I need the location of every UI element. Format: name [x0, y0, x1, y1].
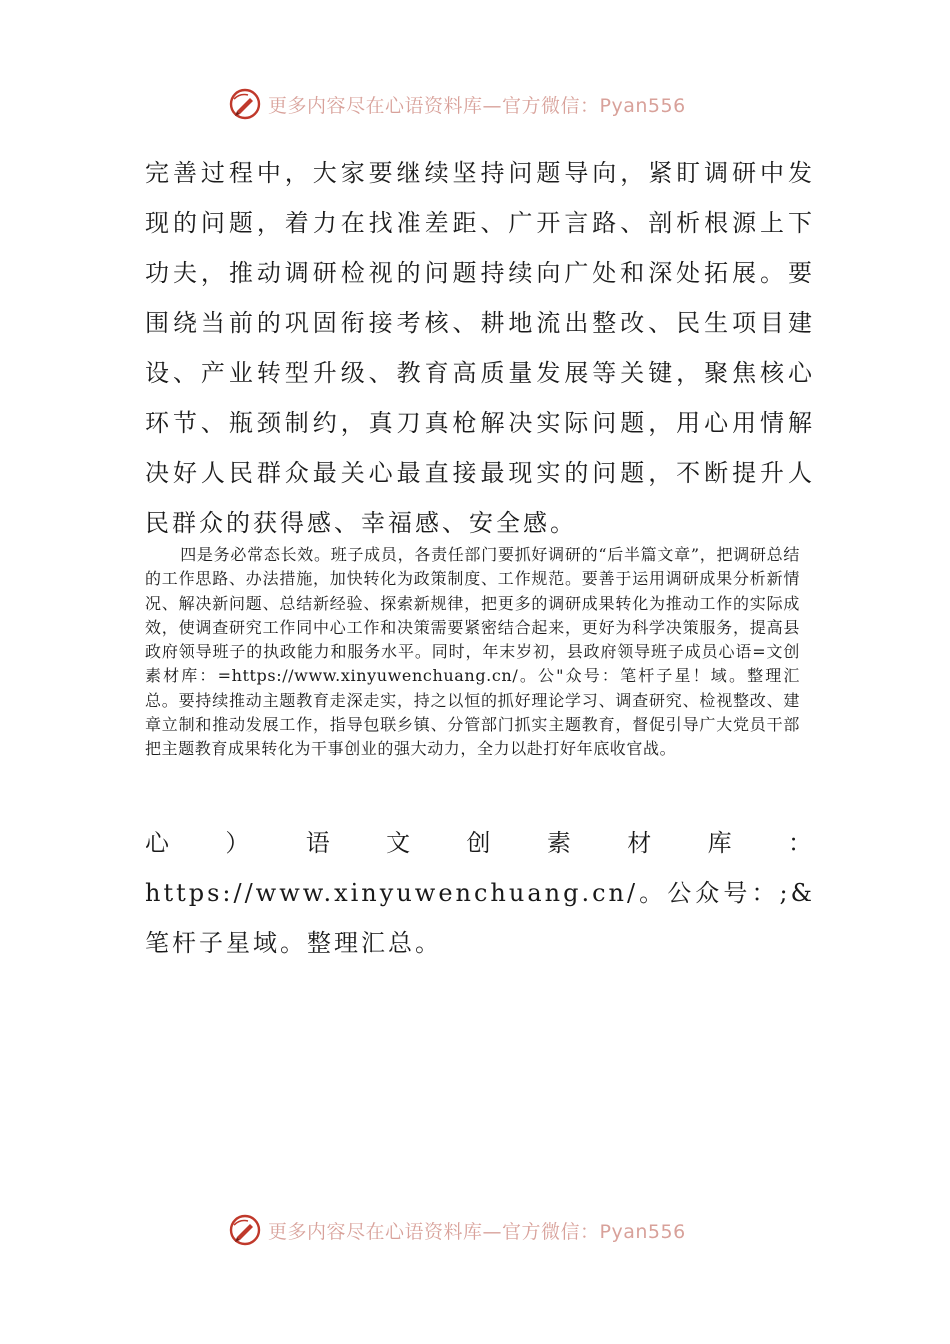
header-banner-text: 更多内容尽在心语资料库—官方微信：Pyan556 [268, 94, 686, 117]
footer-banner [228, 1210, 686, 1250]
footer-banner-text: 更多内容尽在心语资料库—官方微信：Pyan556 [268, 1220, 686, 1243]
pen-logo-icon [228, 1213, 262, 1247]
body-paragraph-3: 心）语文创素材库：https://www.xinyuwenchuang.cn/。公众号：;&笔杆子星域。整理汇总。 [145, 829, 815, 957]
pen-logo-icon [228, 87, 262, 121]
body-paragraph-2: 四是务必常态长效。班子成员，各责任部门要抓好调研的“后半篇文章”，把调研总结的工作思路、办法措施，加快转化为政策制度、工作规范。要善于运用调研成果分析新情况、解决新问题、总结新经验、探索新规律，把更多的调研成果转化为推动工作的实际成效，使调查研究工作同中心工作和决策需要紧密结合起来，更好为科学决策服务，提高县政府领导班子的执政能力和服务水平。同时，年末岁初，县政府领导班子成员心语=文创素材库：=https://www.xinyuwenchuang.cn/。公"众号：笔杆子星！域。整理汇总。要持续推动主题教育走深走实，持之以恒的抓好理论学习、调查研究、检视整改、建章立制和推动发展工作，指导包联乡镇、分管部门抓实主题教育，督促引导广大党员干部把主题教育成果转化为干事创业的强大动力，全力以赴打好年底收官战。 [145, 545, 800, 759]
header-banner [228, 84, 686, 124]
body-paragraph-1: 完善过程中，大家要继续坚持问题导向，紧盯调研中发现的问题，着力在找准差距、广开言路、剖析根源上下功夫，推动调研检视的问题持续向广处和深处拓展。要围绕当前的巩固衔接考核、耕地流出整改、民生项目建设、产业转型升级、教育高质量发展等关键，聚焦核心环节、瓶颈制约，真刀真枪解决实际问题，用心用情解决好人民群众最关心最直接最现实的问题，不断提升人民群众的获得感、幸福感、安全感。 [145, 159, 815, 537]
